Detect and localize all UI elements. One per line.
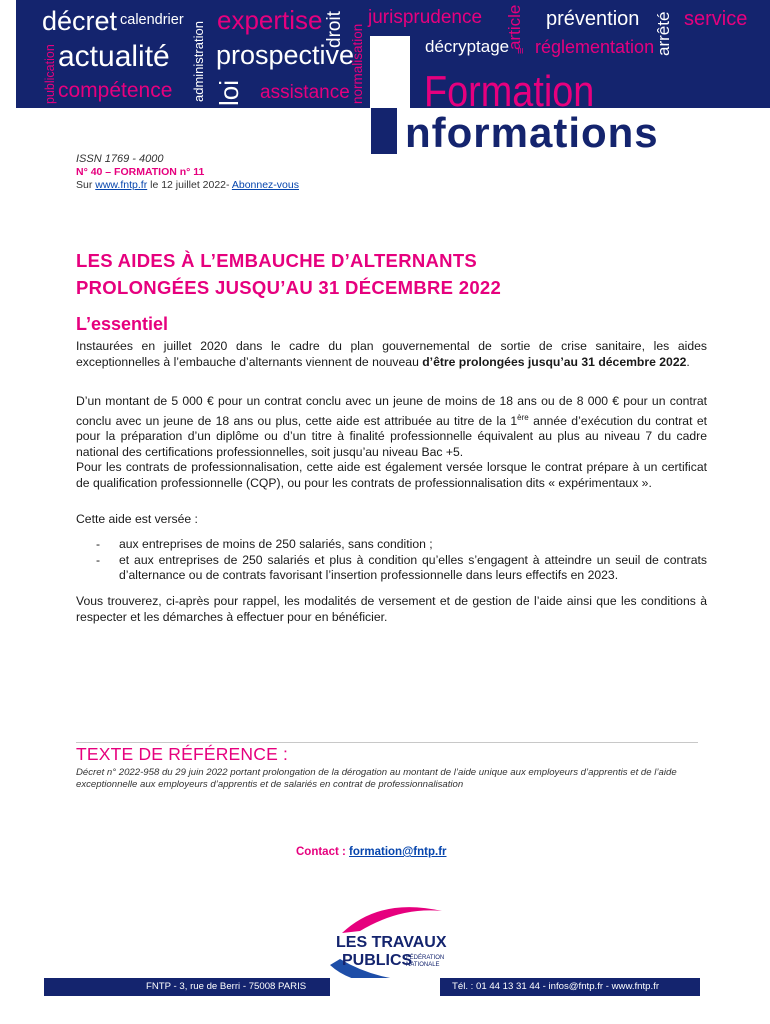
banner-white-square (370, 36, 410, 108)
issn: ISSN 1769 - 4000 (76, 153, 164, 165)
banner-word-prospective: prospective (216, 40, 355, 70)
banner-word-prevention: prévention (546, 8, 640, 30)
banner-word-jurisprudence: jurisprudence (368, 7, 483, 28)
publication-date: le 12 juillet 2022- (150, 179, 230, 191)
banner-word-actualite: actualité (58, 40, 170, 73)
banner-i-bar (371, 108, 397, 154)
paragraph-2-text-b: année d’exécution du contrat et pour la préparation d’un diplôme ou d’un titre à finalité professionnelle équivalent au plus au niveau 7 du cadre national des certifications professionnelles, soit jusqu’au niveau Bac +5. (76, 413, 707, 459)
title-line-1: LES AIDES À L’EMBAUCHE D’ALTERNANTS (76, 250, 478, 271)
paragraph-1-text: Instaurées en juillet 2020 dans le cadre du plan gouvernemental de sortie de crise sanitaire, les aides exceptionnelles à l’embauche d’alternants viennent de nouveau (76, 339, 707, 369)
banner-word-reglementation: réglementation (535, 37, 655, 57)
paragraph-2 (76, 394, 707, 460)
section-heading-essentiel: L’essentiel (76, 314, 169, 334)
page-title (76, 247, 716, 301)
footer-logo-gap (330, 978, 440, 996)
divider (76, 742, 698, 743)
banner-word-administration: administration (191, 21, 206, 102)
fntp-logo (320, 903, 480, 989)
issue-number: N° 40 – FORMATION n° 11 (76, 166, 205, 178)
contact-line (296, 846, 447, 858)
publication-line (76, 179, 299, 192)
paragraph-2-text-a: D’un montant de 5 000 € pour un contrat conclu avec un jeune de moins de 18 ans ou de 8 000 € pour un contrat conclu avec un jeune de 18 ans ou plus, cette aide est attribuée au titre de la 1 (76, 394, 707, 428)
footer-address: FNTP - 3, rue de Berri - 75008 PARIS (146, 981, 307, 992)
conditions-list (96, 537, 707, 584)
contact-label: Contact : (296, 846, 346, 858)
site-link[interactable]: www.fntp.fr (95, 179, 148, 191)
banner-word-droit: droit (324, 11, 345, 48)
title-line-2: PROLONGÉES JUSQU’AU 31 DÉCEMBRE 2022 (76, 277, 502, 298)
banner-word-normalisation: normalisation (350, 23, 365, 104)
logo-sub-2: NATIONALE (406, 962, 440, 968)
banner-word-assistance: assistance (260, 82, 350, 103)
banner-word-publication: publication (43, 44, 57, 104)
paragraph-3: Pour les contrats de professionnalisation, cette aide est également versée lorsque le contrat prépare à un certificat de qualification professionnelle (CQP), ou pour les contrats de professionnalisation dits « expérimentaux ». (76, 460, 707, 490)
banner-formation-word: Formation (424, 67, 595, 108)
logo-line-1: LES TRAVAUX (336, 934, 447, 951)
reference-text: Décret n° 2022-958 du 29 juin 2022 portant prolongation de la dérogation au montant de l’aide unique aux employeurs d’apprentis et de l’aide exceptionnelle aux employeurs d’apprentis et de salariés en contrat de professionnalisation (76, 767, 677, 790)
list-item (96, 537, 707, 553)
paragraph-1 (76, 339, 707, 370)
banner-word-service: service (684, 8, 748, 30)
on-label: Sur (76, 179, 93, 191)
banner-word-calendrier: calendrier (120, 12, 184, 28)
banner-word-loi: loi (214, 79, 244, 106)
list-dash: - (96, 552, 101, 567)
banner-word-decor-lines: ≡ (515, 47, 527, 54)
list-item (96, 553, 707, 584)
header-banner (16, 0, 770, 108)
logo-line-2: PUBLICS (342, 952, 413, 969)
paragraph-1-end: . (686, 354, 690, 369)
issue-meta (76, 153, 299, 192)
paragraph-4: Cette aide est versée : (76, 512, 198, 526)
contact-email-link[interactable]: formation@fntp.fr (349, 846, 447, 858)
logo-sub-1: FÉDÉRATION (406, 955, 445, 961)
banner-word-arrete: arrêté (654, 11, 673, 56)
banner-word-article: article (505, 4, 524, 50)
banner-word-competence: compétence (58, 79, 173, 102)
banner-informations-word: nformations (405, 109, 659, 156)
logo-swoosh-top (342, 907, 442, 933)
paragraph-1-bold: d’être prolongées jusqu’au 31 décembre 2022 (422, 354, 687, 369)
list-item-text: et aux entreprises de 250 salariés et plus à condition qu’elles s’engagent à atteindre un seuil de contrats d’alternance ou de contrats favorisant l’insertion professionnelle dans leurs effectifs en 2023. (119, 552, 707, 582)
reference-heading: TEXTE DE RÉFÉRENCE : (76, 744, 289, 764)
paragraph-5: Vous trouverez, ci-après pour rappel, les modalités de versement et de gestion de l’aide ainsi que les conditions à respecter et les démarches à effectuer pour en bénéficier. (76, 594, 707, 624)
paragraph-2-3 (76, 394, 707, 491)
footer-contact: Tél. : 01 44 13 31 44 - infos@fntp.fr - www.fntp.fr (452, 981, 660, 992)
banner-word-decryptage: décryptage (425, 37, 510, 56)
list-dash: - (96, 537, 101, 551)
paragraph-2-sup: ère (517, 412, 529, 422)
subscribe-link[interactable]: Abonnez-vous (231, 179, 299, 191)
banner-word-expertise: expertise (217, 5, 323, 35)
banner-word-decret: décret (42, 6, 118, 36)
list-item-text: aux entreprises de moins de 250 salariés, sans condition ; (119, 537, 433, 551)
